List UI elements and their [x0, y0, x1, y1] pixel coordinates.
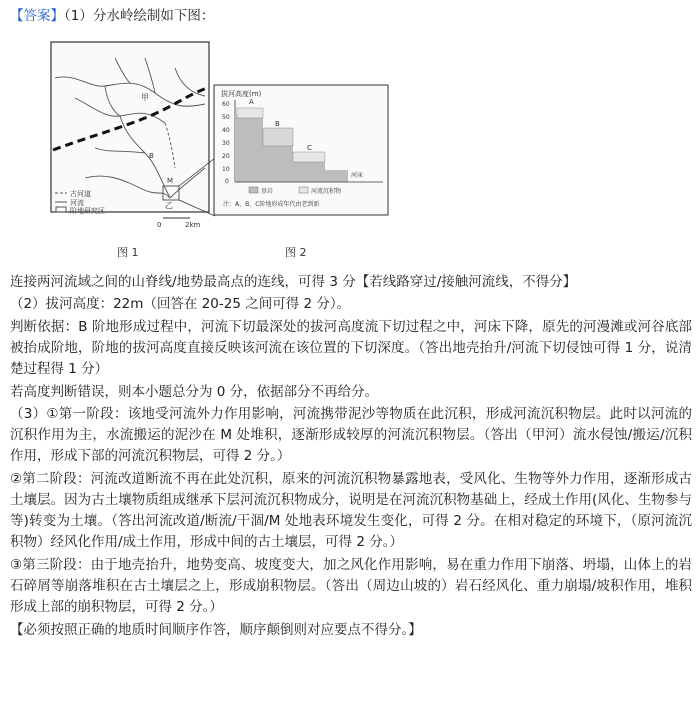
figures [45, 38, 385, 268]
scale-label: 2km [185, 221, 201, 229]
answer-tag: 【答案】 [10, 8, 64, 24]
riverbed-label: 河床 [351, 172, 364, 179]
terrace-c: C [307, 144, 312, 152]
figure-2-ylabel: 拔河高度(m) [221, 90, 262, 98]
legend-study-area: 阶地研究区 [70, 207, 105, 215]
label-b: B [149, 152, 154, 160]
answer-intro: （1）分水岭绘制如下图： [64, 8, 215, 24]
figure-2-profile [213, 84, 389, 216]
tick-0: 0 [225, 178, 229, 185]
paragraph-note: 若高度判断错误，则本小题总分为 0 分，依据部分不再给分。 [10, 383, 379, 400]
figure-2-note: 注：A、B、C阶地形成年代由老到新 [223, 201, 320, 208]
paragraph-stage-1: （3）①第一阶段：该地受河流外力作用影响，河流携带泥沙等物质在此沉积，形成河流沉积物层。此时以河流的沉积作用为主，水流搬运的泥沙在 M 处堆积，逐渐形成较厚的河流沉积物层。（答出（甲河）流水侵蚀/搬运/沉积作用，形成下部的河流沉积物层，可得 2 分。） [10, 405, 692, 465]
paragraph-basis: 判断依据：B 阶地形成过程中，河流下切最深处的拔河高度流下切过程之中，河床下降，原先的河漫滩或河谷底部被抬成阶地，阶地的拔河高度直接反映该河流在该位置的下切深度。（答出地壳抬升/河流下切侵蚀可得 1 分，说清楚过程得 1 分） [10, 318, 692, 378]
figure-1-map [45, 38, 215, 230]
paragraph-order-note: 【必须按照正确的地质时间顺序作答，顺序颠倒则对应要点不得分。】 [10, 621, 422, 638]
figure-1-caption: 图 1 [117, 246, 139, 259]
tick-20: 20 [222, 153, 230, 160]
legend-river: 河流 [70, 199, 84, 207]
legend-sediment: 河流沉积物 [311, 188, 342, 195]
paragraph-divide: 连接两河流域之间的山脊线/地势最高点的连线，可得 3 分【若线路穿过/接触河流线，不得分】 [10, 274, 577, 290]
paragraph-height: （2）拔河高度：22m（回答在 20-25 之间可得 2 分）。 [10, 296, 351, 313]
legend-bedrock: 基岩 [261, 188, 274, 195]
svg-text:0: 0 [157, 221, 162, 229]
tick-30: 30 [222, 140, 230, 147]
legend-ancient-channel: 古河道 [70, 190, 91, 198]
terrace-b: B [275, 120, 280, 128]
tick-10: 10 [222, 166, 230, 173]
tick-50: 50 [222, 114, 230, 121]
tick-60: 60 [222, 101, 230, 108]
figure-2-caption: 图 2 [285, 246, 307, 259]
paragraph-stage-3: ③第三阶段：由于地壳抬升，地势变高、坡度变大，加之风化作用影响，易在重力作用下崩落、坍塌，山体上的岩石碎屑等崩落堆积在古土壤层之上，形成崩积物层。（答出（周边山坡的）岩石经风化、重力崩塌/坡积作用，堆积形成上部的崩积物层，可得 2 分。） [10, 556, 692, 616]
tick-40: 40 [222, 127, 230, 134]
paragraph-stage-2: ②第二阶段：河流改道断流不再在此处沉积，原来的河流沉积物暴露地表，受风化、生物等外力作用，逐渐形成古土壤层。因为古土壤物质组成继承下层河流沉积物成分，说明是在河流沉积物基础上，经成土作用(风化、生物参与等)转变为土壤。（答出河流改道/断流/干涸/M 处地表环境发生变化，可得 2 分。在相对稳定的环境下，（原河流沉积物）经风化作用/成土作用，形成中间的古土壤层，可得 2 分。） [10, 470, 692, 551]
answer-body [10, 272, 692, 642]
terrace-a: A [249, 98, 254, 106]
label-yi: 乙 [165, 201, 173, 210]
label-m: M [167, 177, 174, 185]
label-jia: 甲 [141, 93, 149, 102]
answer-header [10, 6, 214, 26]
